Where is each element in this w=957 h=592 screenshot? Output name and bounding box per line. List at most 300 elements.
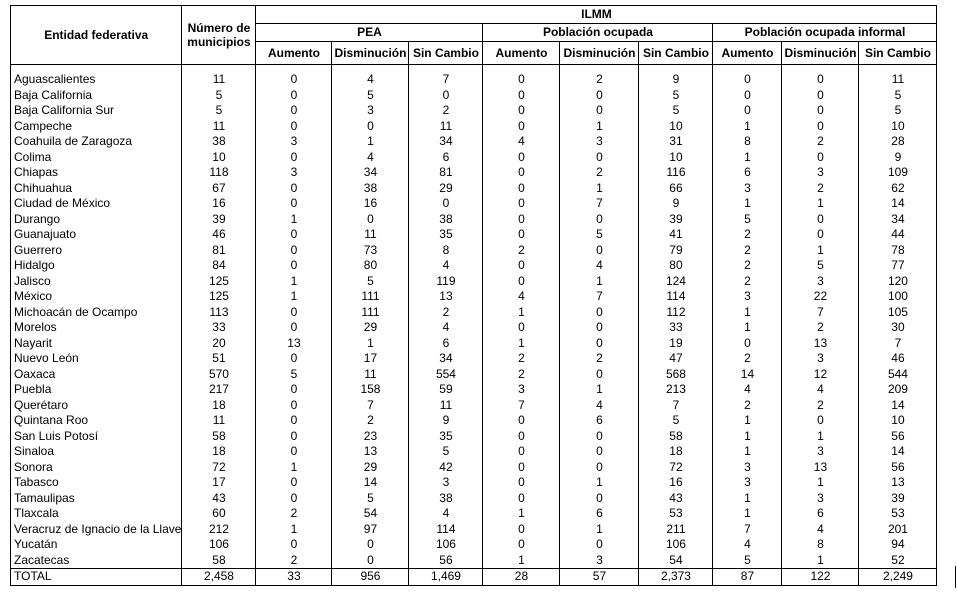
group-header-pea: PEA (256, 24, 483, 42)
value-cell: 1,469 (409, 569, 483, 586)
value-cell: 39 (639, 212, 713, 228)
value-cell: 53 (859, 506, 937, 522)
value-cell: 54 (332, 506, 409, 522)
value-cell: 35 (409, 429, 483, 445)
value-cell: 3 (782, 165, 859, 181)
value-cell: 9 (409, 413, 483, 429)
value-cell: 28 (859, 134, 937, 150)
value-cell: 2 (409, 305, 483, 321)
value-cell: 3 (409, 475, 483, 491)
value-cell: 0 (560, 88, 639, 104)
value-cell: 2 (332, 413, 409, 429)
value-cell: 0 (713, 72, 782, 88)
value-cell: 3 (560, 134, 639, 150)
value-cell: 13 (782, 336, 859, 352)
value-cell: 3 (713, 460, 782, 476)
value-cell: 11 (409, 398, 483, 414)
value-cell: 0 (256, 444, 332, 460)
table-row (11, 522, 937, 538)
value-cell: 5 (713, 553, 782, 569)
subcol-header: Sin Cambio (859, 42, 937, 65)
value-cell: 34 (409, 134, 483, 150)
table-row (11, 274, 937, 290)
value-cell: 0 (483, 537, 560, 553)
value-cell: 1 (782, 429, 859, 445)
value-cell: 0 (256, 475, 332, 491)
value-cell: 2 (782, 134, 859, 150)
state-name-cell: Querétaro (11, 398, 182, 414)
value-cell: 1 (256, 289, 332, 305)
value-cell: 5 (182, 103, 256, 119)
value-cell: 1 (713, 119, 782, 135)
value-cell: 2 (483, 367, 560, 383)
state-name-cell: Quintana Roo (11, 413, 182, 429)
value-cell: 4 (782, 382, 859, 398)
value-cell: 46 (182, 227, 256, 243)
value-cell: 0 (560, 212, 639, 228)
value-cell: 0 (332, 119, 409, 135)
value-cell: 0 (256, 382, 332, 398)
value-cell: 0 (483, 181, 560, 197)
value-cell: 0 (256, 398, 332, 414)
value-cell: 58 (182, 553, 256, 569)
value-cell: 10 (639, 119, 713, 135)
value-cell: 4 (332, 150, 409, 166)
value-cell: 34 (409, 351, 483, 367)
state-name-cell: Oaxaca (11, 367, 182, 383)
value-cell: 0 (256, 258, 332, 274)
value-cell: 0 (256, 491, 332, 507)
value-cell: 35 (409, 227, 483, 243)
value-cell: 0 (256, 227, 332, 243)
value-cell: 0 (409, 88, 483, 104)
value-cell: 1 (483, 336, 560, 352)
value-cell: 0 (332, 537, 409, 553)
value-cell: 28 (483, 569, 560, 586)
state-name-cell: Morelos (11, 320, 182, 336)
value-cell: 5 (332, 491, 409, 507)
value-cell: 13 (256, 336, 332, 352)
value-cell: 3 (782, 351, 859, 367)
value-cell: 554 (409, 367, 483, 383)
value-cell: 7 (782, 305, 859, 321)
value-cell: 7 (560, 289, 639, 305)
value-cell: 38 (409, 491, 483, 507)
value-cell: 1 (713, 506, 782, 522)
subcol-header: Disminución (782, 42, 859, 65)
value-cell: 13 (409, 289, 483, 305)
table-row (11, 336, 937, 352)
table-row (11, 305, 937, 321)
state-name-cell: Chiapas (11, 165, 182, 181)
value-cell: 12 (782, 367, 859, 383)
value-cell: 66 (639, 181, 713, 197)
table-row (11, 553, 937, 569)
value-cell: 7 (483, 398, 560, 414)
value-cell: 29 (332, 460, 409, 476)
value-cell: 112 (639, 305, 713, 321)
subcol-header: Sin Cambio (639, 42, 713, 65)
value-cell: 3 (256, 165, 332, 181)
value-cell: 4 (560, 258, 639, 274)
table-row (11, 444, 937, 460)
value-cell: 39 (182, 212, 256, 228)
value-cell: 7 (859, 336, 937, 352)
value-cell: 97 (332, 522, 409, 538)
table-row (11, 103, 937, 119)
value-cell: 5 (859, 103, 937, 119)
value-cell: 2 (713, 351, 782, 367)
table-row (11, 537, 937, 553)
value-cell: 0 (483, 196, 560, 212)
value-cell: 59 (409, 382, 483, 398)
value-cell: 14 (332, 475, 409, 491)
value-cell: 1 (256, 522, 332, 538)
value-cell: 94 (859, 537, 937, 553)
value-cell: 1 (256, 212, 332, 228)
value-cell: 217 (182, 382, 256, 398)
value-cell: 58 (639, 429, 713, 445)
state-name-cell: Guanajuato (11, 227, 182, 243)
value-cell: 57 (560, 569, 639, 586)
value-cell: 14 (713, 367, 782, 383)
group-header-poblacion-ocupada: Población ocupada (483, 24, 713, 42)
value-cell: 6 (560, 506, 639, 522)
value-cell: 0 (256, 351, 332, 367)
entity-header: Entidad federativa (11, 6, 182, 65)
value-cell: 51 (182, 351, 256, 367)
table-row (11, 212, 937, 228)
value-cell: 568 (639, 367, 713, 383)
value-cell: 109 (859, 165, 937, 181)
value-cell: 5 (332, 274, 409, 290)
value-cell: 58 (182, 429, 256, 445)
table-row (11, 475, 937, 491)
value-cell: 0 (483, 212, 560, 228)
value-cell: 3 (713, 475, 782, 491)
value-cell: 30 (859, 320, 937, 336)
value-cell: 5 (639, 88, 713, 104)
value-cell: 1 (713, 491, 782, 507)
value-cell: 87 (713, 569, 782, 586)
value-cell: 9 (639, 196, 713, 212)
value-cell: 0 (713, 88, 782, 104)
value-cell: 19 (639, 336, 713, 352)
value-cell: 2 (256, 553, 332, 569)
value-cell: 14 (859, 196, 937, 212)
value-cell: 0 (256, 181, 332, 197)
value-cell: 54 (639, 553, 713, 569)
value-cell: 544 (859, 367, 937, 383)
edge-mark (955, 566, 956, 588)
state-name-cell: Jalisco (11, 274, 182, 290)
value-cell: 23 (332, 429, 409, 445)
value-cell: 0 (483, 491, 560, 507)
table-row (11, 289, 937, 305)
value-cell: 17 (332, 351, 409, 367)
value-cell: 42 (409, 460, 483, 476)
value-cell: 10 (859, 413, 937, 429)
value-cell: 2 (713, 227, 782, 243)
state-name-cell: Coahuila de Zaragoza (11, 134, 182, 150)
value-cell: 0 (256, 150, 332, 166)
value-cell: 6 (560, 413, 639, 429)
value-cell: 78 (859, 243, 937, 259)
table-row (11, 243, 937, 259)
value-cell: 9 (859, 150, 937, 166)
value-cell: 0 (483, 274, 560, 290)
value-cell: 84 (182, 258, 256, 274)
ilmm-header: ILMM (256, 6, 937, 24)
value-cell: 0 (483, 320, 560, 336)
value-cell: 10 (182, 150, 256, 166)
value-cell: 209 (859, 382, 937, 398)
group-header-poblacion-ocupada-informal: Población ocupada informal (713, 24, 937, 42)
value-cell: 18 (182, 444, 256, 460)
value-cell: 5 (713, 212, 782, 228)
value-cell: 8 (782, 537, 859, 553)
value-cell: 2 (256, 506, 332, 522)
state-name-cell: Sonora (11, 460, 182, 476)
table-row (11, 320, 937, 336)
value-cell: 33 (256, 569, 332, 586)
value-cell: 0 (256, 72, 332, 88)
state-name-cell: Tlaxcala (11, 506, 182, 522)
value-cell: 0 (560, 336, 639, 352)
value-cell: 2,458 (182, 569, 256, 586)
value-cell: 3 (256, 134, 332, 150)
value-cell: 81 (182, 243, 256, 259)
table-row (11, 227, 937, 243)
value-cell: 0 (256, 119, 332, 135)
spacer-row (11, 65, 937, 73)
value-cell: 0 (483, 88, 560, 104)
value-cell: 72 (639, 460, 713, 476)
value-cell: 0 (256, 320, 332, 336)
value-cell: 116 (639, 165, 713, 181)
value-cell: 124 (639, 274, 713, 290)
total-row (11, 569, 937, 586)
table-row (11, 150, 937, 166)
value-cell: 11 (859, 72, 937, 88)
table-row (11, 460, 937, 476)
value-cell: 81 (409, 165, 483, 181)
value-cell: 3 (713, 289, 782, 305)
value-cell: 2 (782, 398, 859, 414)
value-cell: 1 (256, 460, 332, 476)
state-name-cell: Michoacán de Ocampo (11, 305, 182, 321)
value-cell: 201 (859, 522, 937, 538)
value-cell: 5 (256, 367, 332, 383)
value-cell: 3 (782, 491, 859, 507)
value-cell: 73 (332, 243, 409, 259)
table-row (11, 88, 937, 104)
value-cell: 43 (182, 491, 256, 507)
value-cell: 0 (256, 429, 332, 445)
value-cell: 6 (782, 506, 859, 522)
value-cell: 158 (332, 382, 409, 398)
value-cell: 2 (713, 243, 782, 259)
value-cell: 0 (560, 243, 639, 259)
state-name-cell: Baja California (11, 88, 182, 104)
value-cell: 0 (782, 119, 859, 135)
state-name-cell: Ciudad de México (11, 196, 182, 212)
value-cell: 62 (859, 181, 937, 197)
value-cell: 7 (713, 522, 782, 538)
value-cell: 1 (713, 429, 782, 445)
value-cell: 0 (409, 196, 483, 212)
value-cell: 213 (639, 382, 713, 398)
value-cell: 3 (332, 103, 409, 119)
value-cell: 5 (639, 413, 713, 429)
value-cell: 4 (332, 72, 409, 88)
value-cell: 0 (560, 491, 639, 507)
value-cell: 18 (182, 398, 256, 414)
state-name-cell: San Luis Potosí (11, 429, 182, 445)
value-cell: 125 (182, 274, 256, 290)
value-cell: 38 (182, 134, 256, 150)
value-cell: 0 (483, 475, 560, 491)
state-name-cell: Tabasco (11, 475, 182, 491)
state-name-cell: Tamaulipas (11, 491, 182, 507)
value-cell: 0 (483, 165, 560, 181)
value-cell: 79 (639, 243, 713, 259)
ilmm-table (10, 5, 937, 586)
value-cell: 4 (483, 289, 560, 305)
value-cell: 0 (256, 243, 332, 259)
value-cell: 0 (256, 305, 332, 321)
value-cell: 9 (639, 72, 713, 88)
value-cell: 17 (182, 475, 256, 491)
table-row (11, 351, 937, 367)
value-cell: 2 (409, 103, 483, 119)
subcol-header: Sin Cambio (409, 42, 483, 65)
value-cell: 2 (782, 181, 859, 197)
value-cell: 13 (782, 460, 859, 476)
value-cell: 0 (483, 150, 560, 166)
state-name-cell: Sinaloa (11, 444, 182, 460)
value-cell: 52 (859, 553, 937, 569)
value-cell: 125 (182, 289, 256, 305)
value-cell: 4 (483, 134, 560, 150)
state-name-cell: Zacatecas (11, 553, 182, 569)
value-cell: 0 (713, 336, 782, 352)
value-cell: 4 (560, 398, 639, 414)
value-cell: 4 (713, 382, 782, 398)
value-cell: 4 (713, 537, 782, 553)
value-cell: 106 (639, 537, 713, 553)
value-cell: 111 (332, 305, 409, 321)
value-cell: 570 (182, 367, 256, 383)
value-cell: 106 (182, 537, 256, 553)
value-cell: 10 (639, 150, 713, 166)
value-cell: 0 (782, 150, 859, 166)
value-cell: 0 (560, 305, 639, 321)
value-cell: 211 (639, 522, 713, 538)
value-cell: 46 (859, 351, 937, 367)
value-cell: 2,249 (859, 569, 937, 586)
value-cell: 11 (182, 413, 256, 429)
value-cell: 0 (782, 88, 859, 104)
value-cell: 0 (782, 413, 859, 429)
value-cell: 5 (409, 444, 483, 460)
value-cell: 2,373 (639, 569, 713, 586)
value-cell: 34 (332, 165, 409, 181)
value-cell: 5 (332, 88, 409, 104)
value-cell: 0 (256, 88, 332, 104)
table-row (11, 382, 937, 398)
value-cell: 3 (560, 553, 639, 569)
value-cell: 5 (182, 88, 256, 104)
state-name-cell: Baja California Sur (11, 103, 182, 119)
value-cell: 7 (332, 398, 409, 414)
value-cell: 0 (560, 367, 639, 383)
value-cell: 100 (859, 289, 937, 305)
value-cell: 13 (332, 444, 409, 460)
value-cell: 0 (782, 72, 859, 88)
value-cell: 47 (639, 351, 713, 367)
value-cell: 1 (332, 336, 409, 352)
value-cell: 120 (859, 274, 937, 290)
value-cell: 1 (713, 444, 782, 460)
value-cell: 2 (560, 165, 639, 181)
value-cell: 4 (409, 320, 483, 336)
value-cell: 0 (560, 444, 639, 460)
table-row (11, 491, 937, 507)
value-cell: 1 (483, 553, 560, 569)
value-cell: 3 (782, 274, 859, 290)
value-cell: 43 (639, 491, 713, 507)
table-row (11, 506, 937, 522)
state-name-cell: Colima (11, 150, 182, 166)
value-cell: 4 (409, 258, 483, 274)
value-cell: 16 (639, 475, 713, 491)
value-cell: 105 (859, 305, 937, 321)
table-row (11, 134, 937, 150)
value-cell: 0 (560, 429, 639, 445)
value-cell: 2 (483, 351, 560, 367)
value-cell: 38 (332, 181, 409, 197)
value-cell: 7 (639, 398, 713, 414)
table-row (11, 119, 937, 135)
value-cell: 1 (256, 274, 332, 290)
value-cell: 212 (182, 522, 256, 538)
value-cell: 0 (256, 537, 332, 553)
value-cell: 77 (859, 258, 937, 274)
value-cell: 1 (713, 150, 782, 166)
subcol-header: Aumento (256, 42, 332, 65)
value-cell: 8 (409, 243, 483, 259)
table-row (11, 181, 937, 197)
value-cell: 3 (483, 382, 560, 398)
value-cell: 8 (713, 134, 782, 150)
value-cell: 31 (639, 134, 713, 150)
state-name-cell: Puebla (11, 382, 182, 398)
value-cell: 0 (483, 227, 560, 243)
table-row (11, 258, 937, 274)
value-cell: 1 (332, 134, 409, 150)
value-cell: 1 (782, 243, 859, 259)
value-cell: 0 (560, 320, 639, 336)
value-cell: 5 (859, 88, 937, 104)
value-cell: 119 (409, 274, 483, 290)
value-cell: 0 (782, 212, 859, 228)
value-cell: 60 (182, 506, 256, 522)
value-cell: 1 (713, 305, 782, 321)
value-cell: 56 (859, 460, 937, 476)
value-cell: 29 (409, 181, 483, 197)
state-name-cell: Chihuahua (11, 181, 182, 197)
